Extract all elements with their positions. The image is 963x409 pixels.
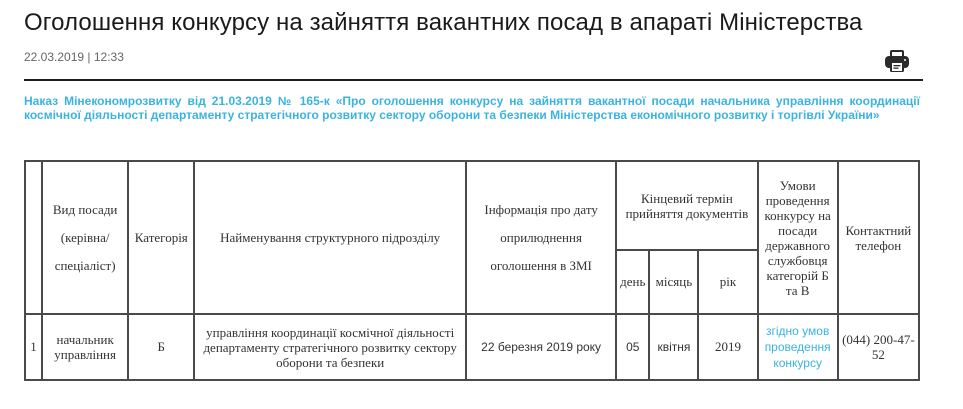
cell-day: 05 xyxy=(616,314,649,380)
printer-icon xyxy=(884,49,910,73)
header-category: Категорія xyxy=(128,161,194,314)
header-position-type-line1: Вид посади xyxy=(52,201,118,217)
header-position-type-line3: спеціаліст) xyxy=(54,257,116,273)
cell-unit: управління координації космічної діяльності департаменту стратегічного розвитку сектору оборони та безпеки xyxy=(194,314,466,380)
conditions-link[interactable]: згідно умов проведення конкурсу xyxy=(764,324,831,370)
cell-conditions xyxy=(758,314,838,380)
header-divider xyxy=(24,79,923,81)
header-month: місяць xyxy=(649,250,698,314)
cell-month: квітня xyxy=(649,314,698,380)
publish-datetime: 22.03.2019 | 12:33 xyxy=(24,50,124,64)
header-position-type xyxy=(42,161,128,314)
header-unit-name: Найменування структурного підрозділу xyxy=(194,161,466,314)
header-info-line1: Інформація про дату xyxy=(484,201,598,217)
vacancy-table xyxy=(24,160,920,381)
header-year: рік xyxy=(698,250,757,314)
header-publication-info xyxy=(466,161,616,314)
header-conditions: Умови проведення конкурсу на посади державного службовця категорій Б та В xyxy=(758,161,838,314)
header-phone: Контактний телефон xyxy=(838,161,919,314)
header-deadline: Кінцевий термін прийняття документів xyxy=(616,161,757,250)
cell-num: 1 xyxy=(25,314,42,380)
cell-published: 22 березня 2019 року xyxy=(466,314,616,380)
page-title: Оголошення конкурсу на зайняття вакантних посад в апараті Міністерства xyxy=(24,9,863,36)
cell-category: Б xyxy=(128,314,194,380)
header-info-line2: оприлюднення xyxy=(500,229,582,245)
order-link[interactable]: Наказ Мінекономрозвитку від 21.03.2019 № 165-к «Про оголошення конкурсу на зайняття вакантної посади начальника управління координації космічної діяльності департаменту стратегічного розвитку сектору оборони та безпеки Міністерства економічного розвитку і торгівлі України» xyxy=(24,94,920,122)
table-row xyxy=(25,314,919,380)
header-info-line3: оголошення в ЗМІ xyxy=(490,257,592,273)
cell-year: 2019 xyxy=(698,314,757,380)
header-num xyxy=(25,161,42,314)
header-day: день xyxy=(616,250,649,314)
cell-position: начальник управління xyxy=(42,314,128,380)
cell-phone: (044) 200-47-52 xyxy=(838,314,919,380)
order-paragraph xyxy=(24,94,920,122)
print-button[interactable] xyxy=(884,49,910,73)
header-position-type-line2: (керівна/ xyxy=(60,229,110,245)
